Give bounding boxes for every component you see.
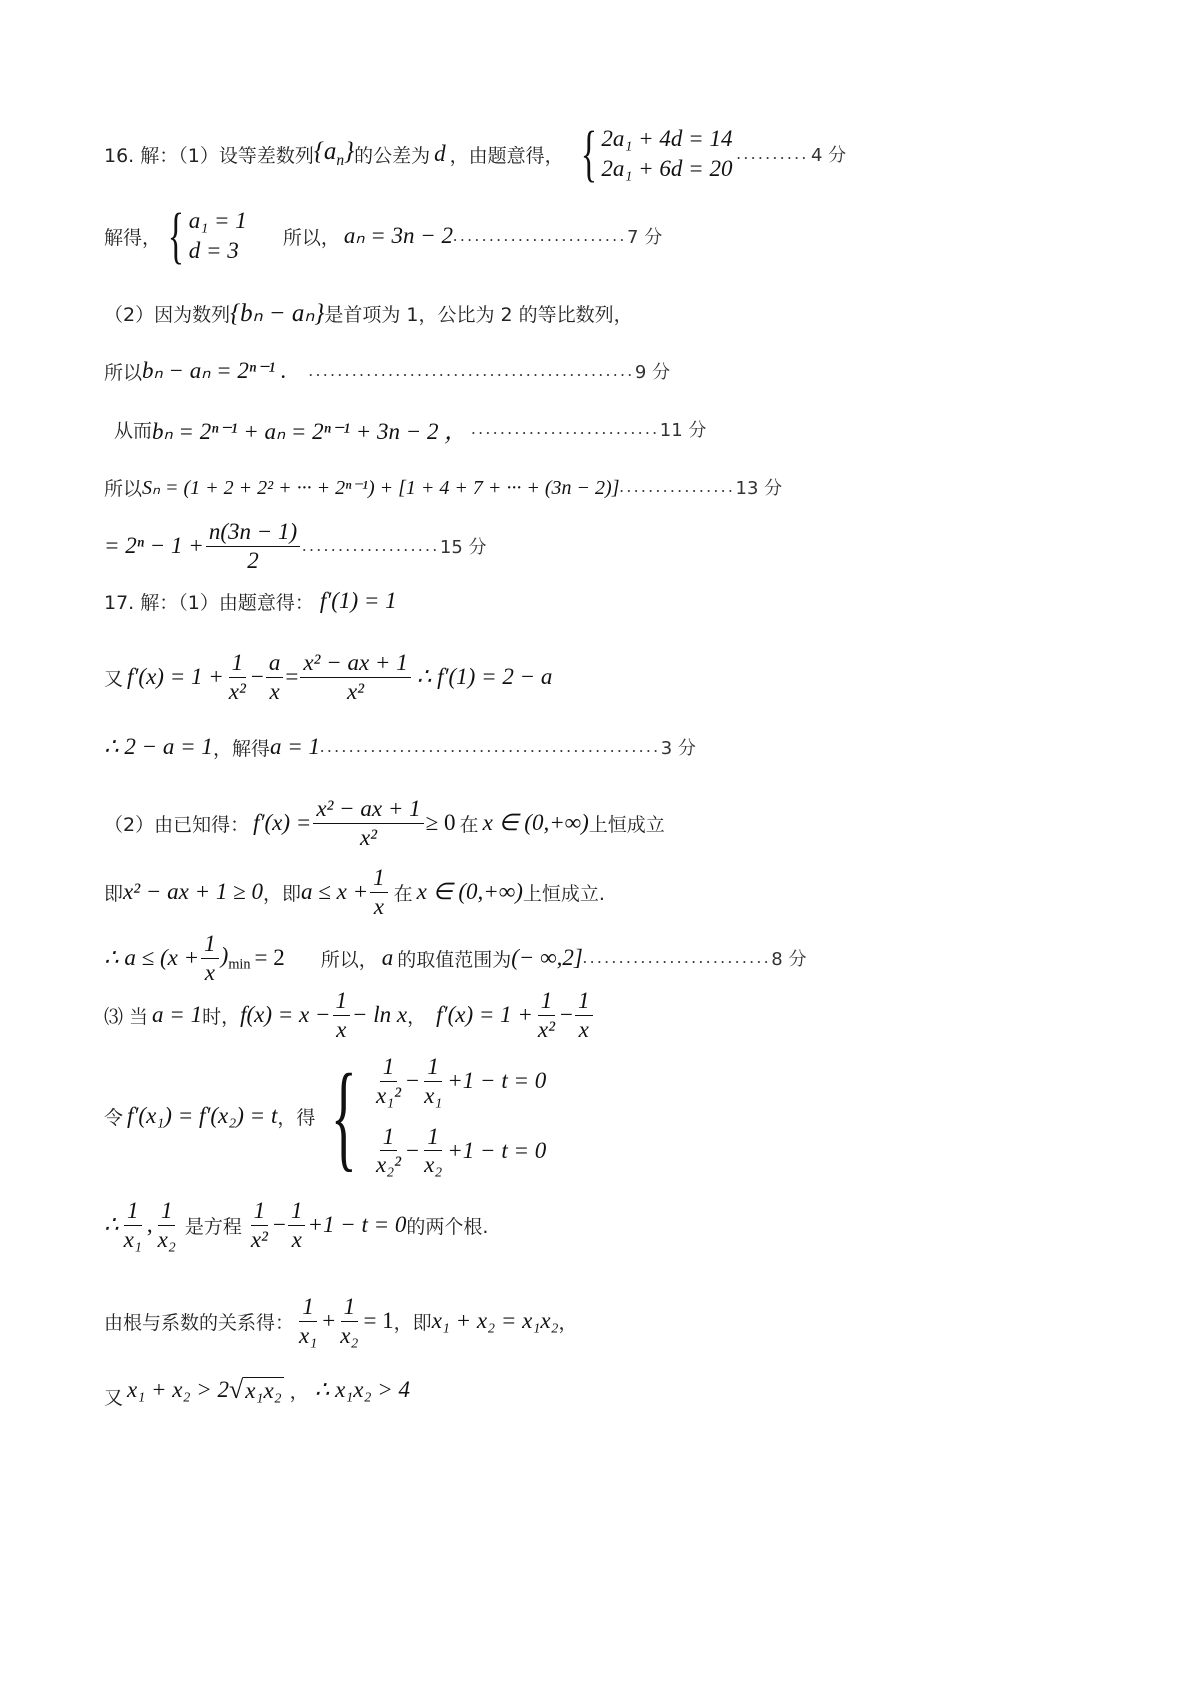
q16-score-5: 11 分 — [659, 420, 707, 441]
q16-bn-an-formula: bₙ − aₙ = 2ⁿ⁻¹ . — [142, 358, 287, 383]
q16-bn-formula: bₙ = 2ⁿ⁻¹ + aₙ = 2ⁿ⁻¹ + 3n − 2 ， — [152, 418, 468, 444]
q16-leader-dots-6: ................ — [619, 477, 736, 496]
q17-label: 17. 解：（1）由题意得： — [104, 591, 314, 614]
q16-hence-text: 从而 — [114, 419, 153, 442]
q17-fx-def: f(x) = x − — [240, 1002, 331, 1027]
q16-leader-dots-4: ............................................. — [308, 361, 635, 380]
q16-line-7 — [104, 516, 487, 576]
q17-vieta: x₁ + x₂ = x₁x₂ — [431, 1308, 559, 1333]
q16-sol-d: d = 3 — [188, 238, 239, 263]
q17-eq-2-minus-a: ∴ 2 − a = 1 — [104, 734, 213, 759]
q16-line-4 — [104, 354, 670, 388]
q16-so-text-2: 所以 — [104, 477, 143, 500]
q16-common-diff-text: 的公差为 — [354, 144, 431, 167]
q17-equal-slopes: f′(x₁) = f′(x₂) = t — [127, 1103, 278, 1128]
q17-part3-label: ⑶ 当 — [104, 1005, 149, 1028]
q17-product-bound: ∴ x₁x₂ > 4 — [314, 1377, 411, 1402]
q16-an-formula: aₙ = 3n − 2 — [343, 223, 454, 248]
q16-label: 16. 解：（1）设等差数列 — [104, 144, 314, 167]
q16-score-7: 15 分 — [439, 537, 487, 558]
q16-score-1: 4 分 — [810, 145, 847, 166]
q17-line-7: ⑶ 当 a = 1 时， f(x) = x − $\frac{1}{x}$ − ln x ， f′(x) = 1 + $\frac{1}{\text{x²}}$ − $\frac{1}{x}$ — [104, 984, 595, 1046]
q16-sequence: $\{a_n\}$ — [313, 138, 355, 169]
q17-a-value: a = 1 — [269, 734, 320, 759]
q17-line-8: 令 f′(x₁) = f′(x₂) = t ，得 { $\frac{1}{\text{x₁²}}$ − $\frac{1}{\text{x₁}}$ +1 − t = 0 $\frac{1}{\text{x₂²}}$ − $\frac{1}{\text{x₂}}$ +1 − t = 0 — [104, 1049, 547, 1182]
q17-line-11: 又 x₁ + x₂ > 2 √ x₁x₂ ， ∴ x₁x₂ > 4 — [104, 1375, 411, 1409]
q16-leader-dots-2: ........................ — [453, 226, 628, 245]
q17-part2-label: （2）由已知得： — [104, 813, 250, 836]
q16-geometric-text: 是首项为 1，公比为 2 的等比数列， — [324, 303, 633, 326]
q17-min-lead: ∴ a ≤ (x + — [104, 945, 200, 970]
q16-score-4: 9 分 — [634, 362, 671, 383]
q16-bn-an-seq: {bₙ − aₙ} — [230, 300, 325, 327]
q16-sn-result-lead: = 2ⁿ − 1 + — [104, 533, 204, 558]
q17-a-bound: a ≤ x + — [301, 879, 369, 904]
q17-line-2: 又 f′(x) = 1 + $\frac{1}{\text{x²}}$ − $\frac{a}{x}$ = $\frac{\text{x² − ax + 1}}{\text{x²}}$ ∴ f′(1) = 2 − a — [104, 650, 553, 704]
q16-leader-dots-5: .......................... — [471, 419, 660, 438]
q16-line-6 — [104, 470, 782, 504]
q16-eq-1: 2a₁ + 4d = 14 — [601, 126, 733, 151]
q16-equation-system: { 2a₁ + 4d = 14 2a₁ + 6d = 20 — [580, 120, 733, 188]
q16-leader-dots-7: ................... — [302, 536, 440, 555]
q16-line-2 — [104, 202, 663, 270]
q17-namely-text: 即 — [104, 882, 124, 905]
q17-frac-combined: $\frac{\text{x² − ax + 1}}{\text{x²}}$ — [300, 650, 410, 704]
q16-sol-a1: a₁ = 1 — [188, 208, 247, 233]
q17-derivative-at-1: ∴ f′(1) = 2 − a — [416, 664, 553, 689]
q17-line-10: 由根与系数的关系得： $\frac{1}{\text{x₁}}$ + $\frac{1}{\text{x₂}}$ = 1 ，即 x₁ + x₂ = x₁x₂ ， — [104, 1294, 578, 1348]
q17-leader-dots-3: ............................................... — [319, 737, 661, 756]
q17-one-over-x-1: $\frac{1}{x}$ — [370, 865, 388, 919]
q17-solve-text: ，解得 — [212, 737, 270, 760]
q17-fx-frac: $\frac{1}{x}$ — [333, 988, 351, 1042]
q17-line-6: ∴ a ≤ (x + $\frac{1}{x}$ )$_{min}$ = 2 所以， a 的取值范围为 (− ∞,2] .......................... 8 分 — [104, 931, 807, 985]
q17-score-3: 3 分 — [660, 738, 696, 759]
q17-part2-fraction: $\frac{\text{x² − ax + 1}}{\text{x²}}$ — [313, 796, 423, 850]
q16-score-2: 7 分 — [627, 227, 663, 248]
q16-solve-label: 解得， — [104, 226, 162, 249]
q17-root-system: { $\frac{1}{\text{x₁²}}$ − $\frac{1}{\text{x₁}}$ +1 − t = 0 $\frac{1}{\text{x₂²}}$ − $\frac{1}{\text{x₂}}$ +1 − t = 0 — [331, 1049, 547, 1182]
q16-line-5 — [114, 412, 706, 446]
q17-fprime-def: f′(x) = 1 + — [436, 1002, 533, 1027]
q17-derivative-lead: f′(x) = 1 + — [127, 664, 224, 689]
q17-part2-lead: f′(x) = — [253, 810, 312, 835]
q16-line-1 — [104, 120, 847, 188]
q17-score-6: 8 分 — [771, 949, 807, 970]
q17-let-text: 令 — [104, 1106, 124, 1129]
q17-quadratic-ineq: x² − ax + 1 ≥ 0 — [123, 879, 263, 904]
q17-a-range: (− ∞,2] — [511, 945, 583, 970]
q16-part2-label: （2）因为数列 — [104, 303, 231, 326]
q17-sqrt-product: x₁x₂ — [245, 1377, 282, 1403]
q16-sn-formula: Sₙ = (1 + 2 + 2² + ··· + 2ⁿ⁻¹) + [1 + 4 + 7 + ··· + (3n − 2)] — [142, 476, 620, 499]
q16-d-symbol: d — [434, 141, 446, 166]
q17-leader-dots-6: .......................... — [582, 948, 772, 967]
q16-given-text: ，由题意得， — [449, 144, 564, 167]
q17-domain-1: x ∈ (0,+∞) — [482, 810, 589, 835]
q16-score-6: 13 分 — [735, 478, 783, 499]
q17-frac-a-over-x: $\frac{a}{x}$ — [266, 650, 284, 704]
q17-also-text: 又 — [104, 667, 124, 690]
q16-solution-system: { a₁ = 1 d = 3 — [167, 202, 247, 270]
q17-line-5: 即 x² − ax + 1 ≥ 0 ，即 a ≤ x + $\frac{1}{x}$ 在 x ∈ (0,+∞) 上恒成立. — [104, 865, 605, 919]
q17-one-over-x-2: $\frac{1}{x}$ — [201, 931, 219, 985]
q17-frac-1-over-x2: $\frac{1}{\text{x²}}$ — [228, 650, 246, 704]
q16-so-text-1: 所以 — [104, 361, 143, 384]
q16-therefore-text: 所以， — [282, 226, 340, 249]
q17-line-3 — [104, 730, 696, 764]
q17-derivative-condition: f′(1) = 1 — [319, 588, 397, 613]
q17-line-4: （2）由已知得： f′(x) = $\frac{\text{x² − ax + 1}}{\text{x²}}$ ≥ 0 在 x ∈ (0,+∞) 上恒成立 — [104, 796, 665, 850]
q16-sn-fraction: $\frac{n(3n - 1)}{2}$ — [206, 519, 300, 573]
q16-eq-2: 2a₁ + 6d = 20 — [601, 156, 733, 181]
q17-line-9: ∴ $\frac{1}{\text{x₁}}$ , $\frac{1}{\text{x₂}}$ 是方程 $\frac{1}{\text{x²}}$ − $\frac{1}{x}$ +1 − t = 0 的两个根. — [104, 1198, 489, 1252]
q16-leader-dots-1: .......... — [736, 144, 809, 163]
q17-domain-2: x ∈ (0,+∞) — [416, 879, 523, 904]
q16-line-3 — [104, 296, 633, 330]
q17-line-1 — [104, 584, 397, 618]
